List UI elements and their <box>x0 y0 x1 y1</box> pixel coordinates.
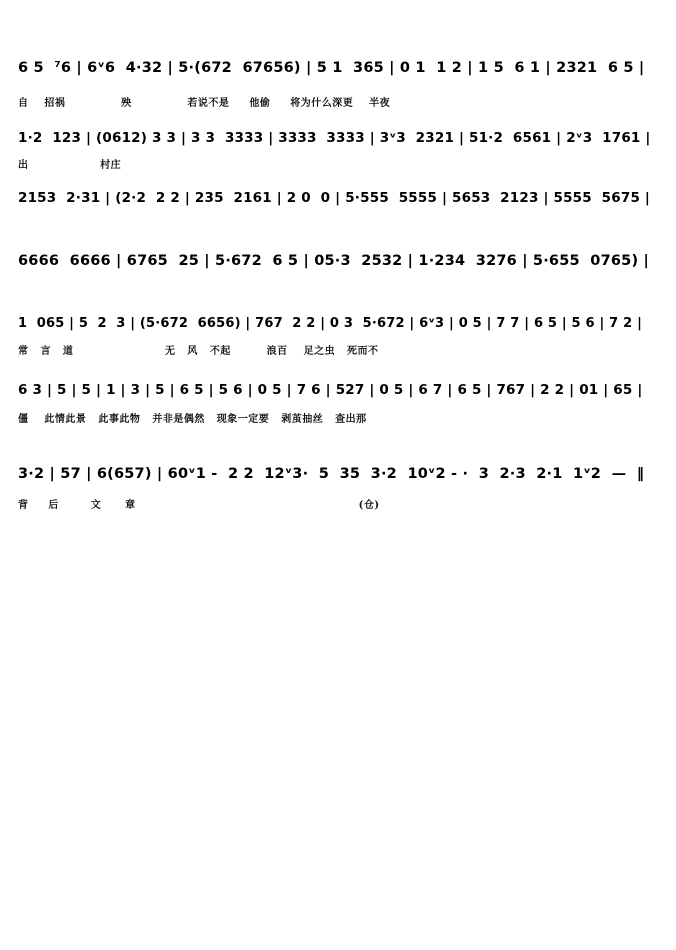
lyrics-line-7: 背 后 文 章 (仓) <box>18 500 380 511</box>
score-line-4 <box>18 253 664 293</box>
lyrics-line-6: 僵 此情此景 此事此物 并非是偶然 现象一定要 剥茧抽丝 查出那 <box>18 414 367 425</box>
notation-line-5: 1 065 | 5 2 3 | (5·672 6656) | 767 2 2 | 0 3 5·672 | 6ᵛ3 | 0 5 | 7 7 | 6 5 | 5 6 | 7 2 | <box>18 316 643 331</box>
score-line-5 <box>18 316 664 368</box>
lyrics-line-5: 常 言 道 无 风 不起 浪百 足之虫 死而不 <box>18 346 379 357</box>
notation-line-6: 6 3 | 5 | 5 | 1 | 3 | 5 | 6 5 | 5 6 | 0 5 | 7 6 | 527 | 0 5 | 6 7 | 6 5 | 767 | 2 2 | 01 | 65 | <box>18 382 643 398</box>
lyrics-line-1: 自 招祸 殃 若说不是 他偷 将为什么深更 半夜 <box>18 98 391 109</box>
notation-line-7: 3·2 | 57 | 6(657) | 60ᵛ1 - 2 2 12ᵛ3· 5 35 3·2 10ᵛ2 - · 3 2·3 2·1 1ᵛ2 — ‖ <box>18 466 645 482</box>
notation-line-2: 1·2 123 | (0612) 3 3 | 3 3 3333 | 3333 3333 | 3ᵛ3 2321 | 51·2 6561 | 2ᵛ3 1761 | <box>18 130 651 146</box>
notation-line-1: 6 5 ⁷6 | 6ᵛ6 4·32 | 5·(672 67656) | 5 1 365 | 0 1 1 2 | 1 5 6 1 | 2321 6 5 | <box>18 60 645 76</box>
score-line-6 <box>18 382 664 434</box>
notation-line-4: 6666 6666 | 6765 25 | 5·672 6 5 | 05·3 2532 | 1·234 3276 | 5·655 0765) | <box>18 253 650 269</box>
notation-line-3: 2153 2·31 | (2·2 2 2 | 235 2161 | 2 0 0 | 5·555 5555 | 5653 2123 | 5555 5675 | <box>18 190 651 206</box>
score-line-3 <box>18 190 664 230</box>
score-line-1 <box>18 60 664 112</box>
score-line-2 <box>18 130 664 182</box>
score-line-7 <box>18 466 664 518</box>
lyrics-line-2: 出 村庄 <box>18 160 122 171</box>
